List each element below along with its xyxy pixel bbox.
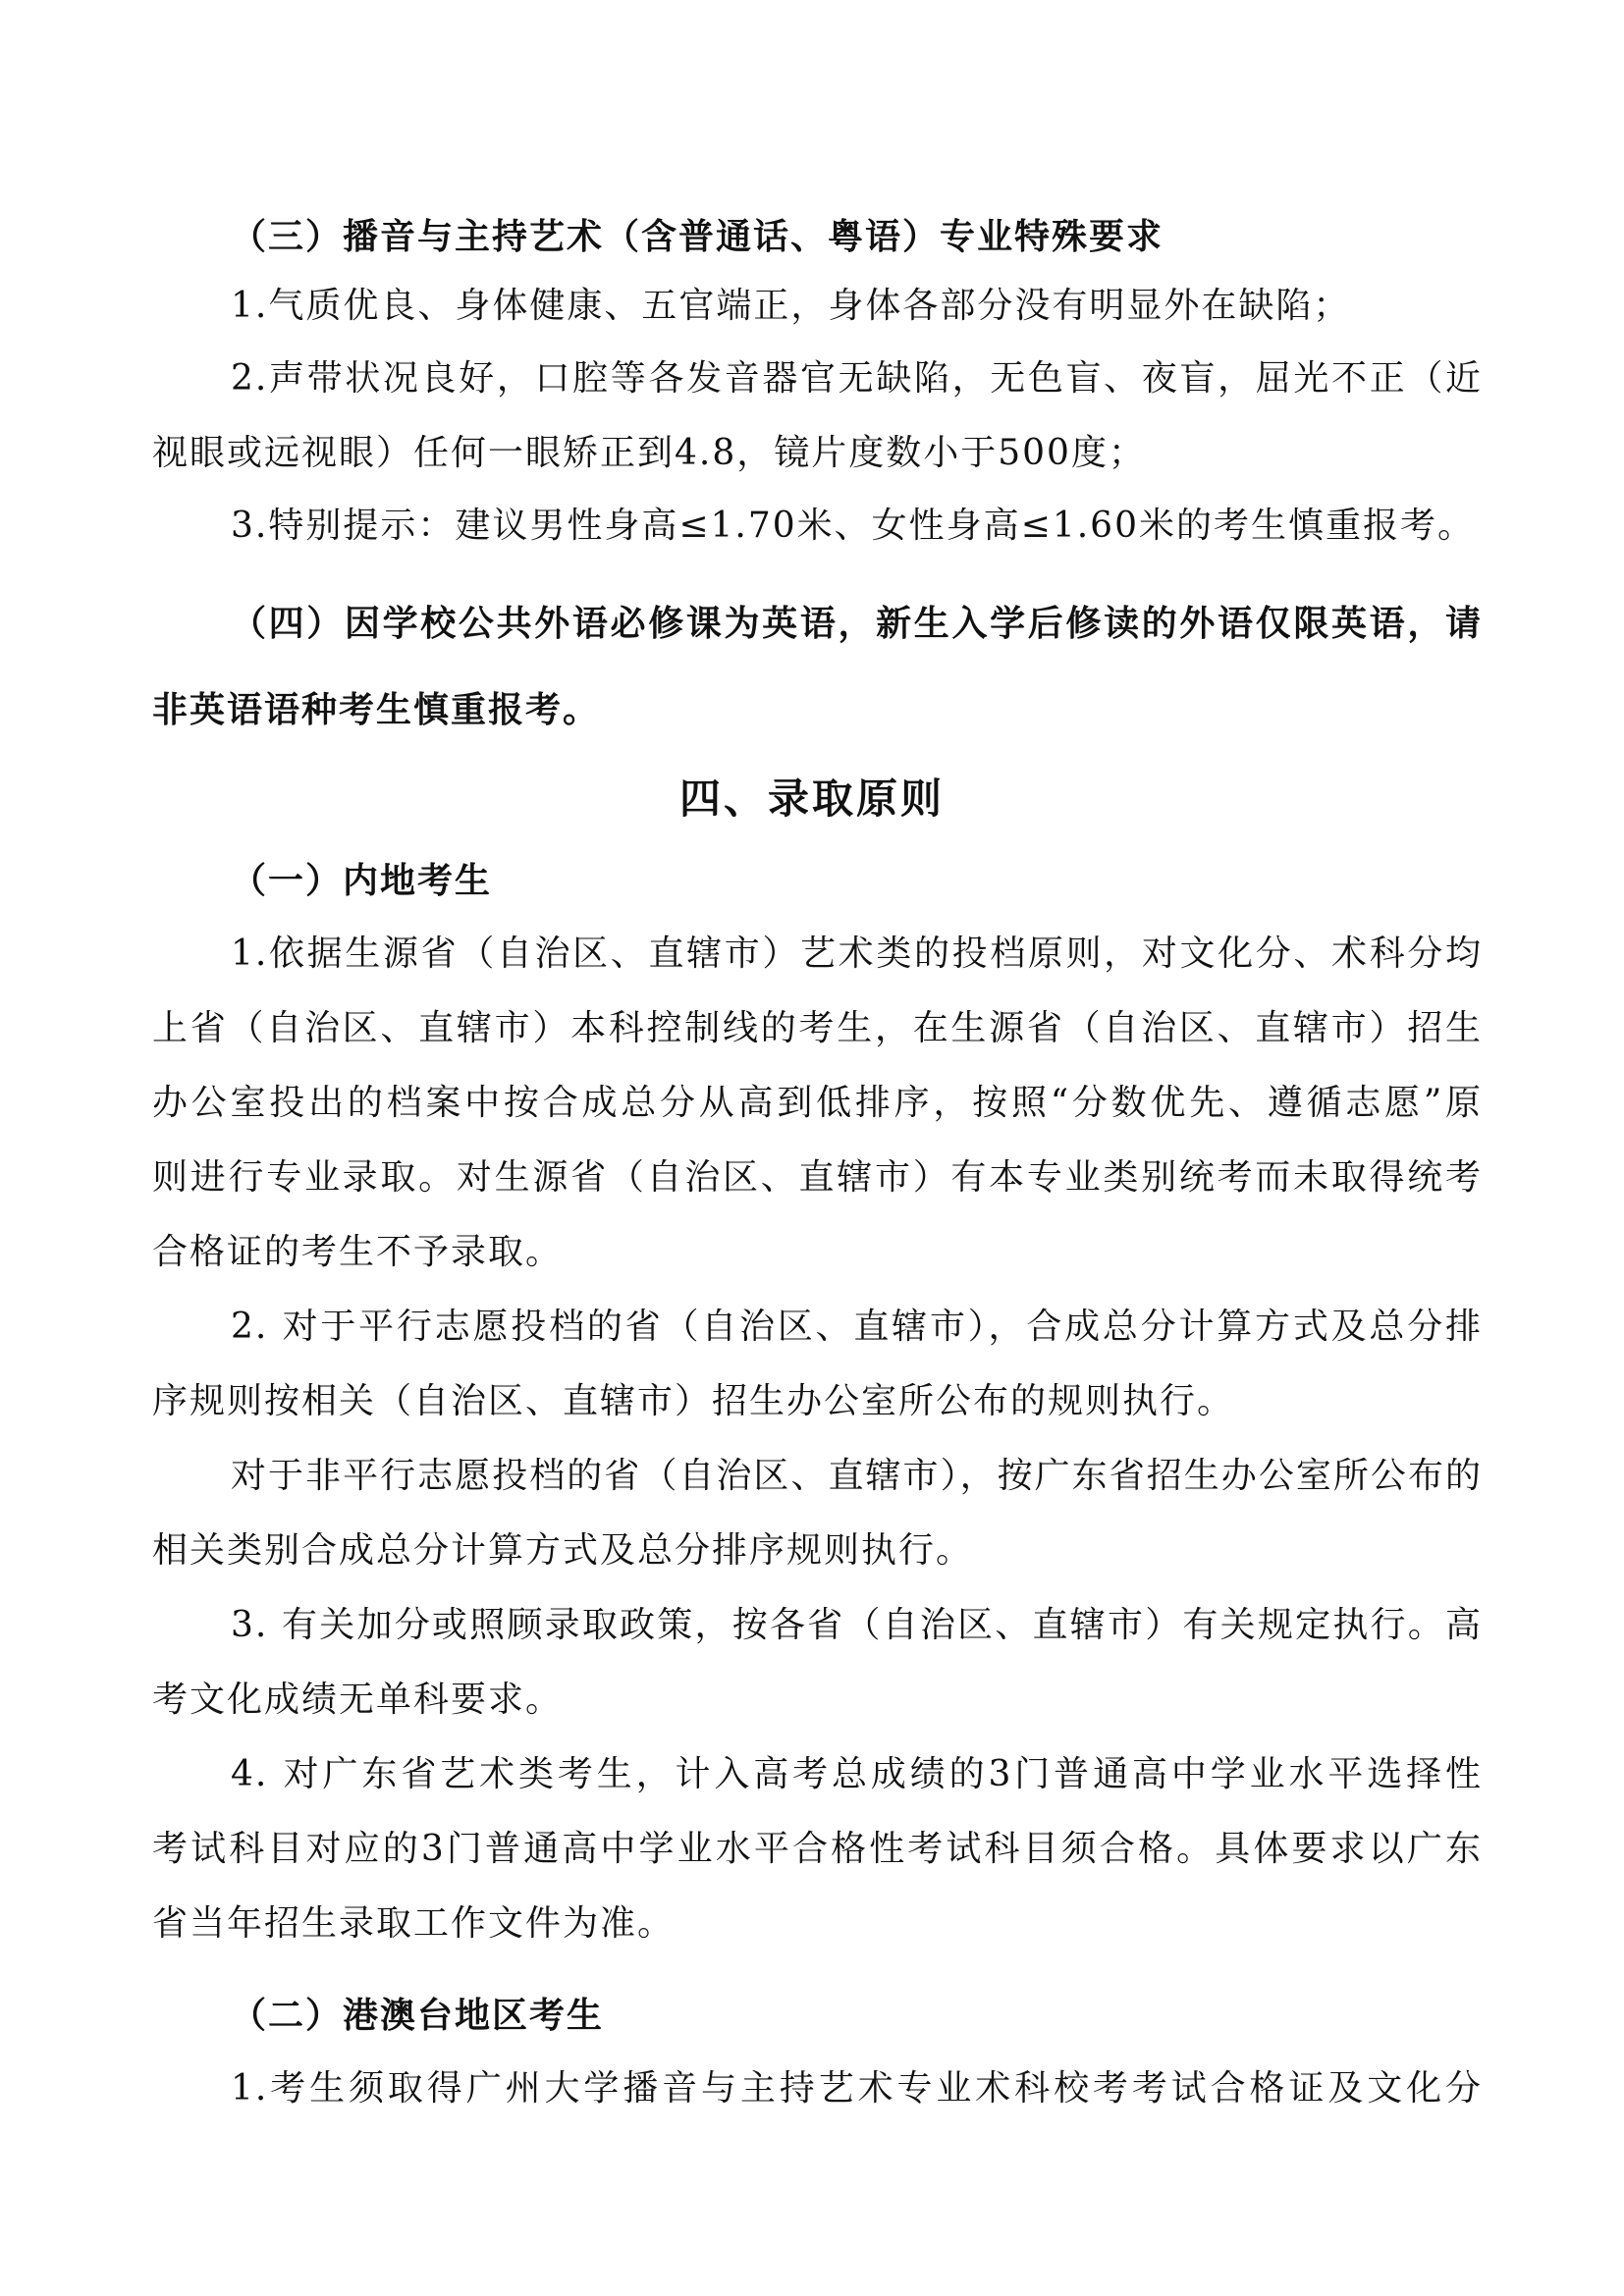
paragraph-line: 1.依据生源省（自治区、直辖市）艺术类的投档原则，对文化分、术科分均 (231, 934, 1483, 974)
paragraph-line: 则进行专业录取。对生源省（自治区、直辖市）有本专业类别统考而未取得统考 (152, 1157, 1483, 1198)
paragraph-line: 对于非平行志愿投档的省（自治区、直辖市），按广东省招生办公室所公布的 (231, 1456, 1483, 1496)
paragraph-line: 考试科目对应的3门普通高中学业水平合格性考试科目须合格。具体要求以广东 (152, 1829, 1483, 1869)
subsection-heading-broadcasting-requirements: （三）播音与主持艺术（含普通话、粤语）专业特殊要求 (231, 217, 1164, 257)
paragraph-line: 考文化成绩无单科要求。 (152, 1680, 564, 1720)
paragraph-line: 上省（自治区、直辖市）本科控制线的考生，在生源省（自治区、直辖市）招生 (152, 1008, 1483, 1048)
paragraph-line: 2.声带状况良好，口腔等各发音器官无缺陷，无色盲、夜盲，屈光不正（近 (231, 358, 1483, 399)
paragraph-line: 2. 对于平行志愿投档的省（自治区、直辖市），合成总分计算方式及总分排 (231, 1307, 1483, 1347)
paragraph-line: 合格证的考生不予录取。 (152, 1232, 564, 1272)
paragraph-line: 1.考生须取得广州大学播音与主持艺术专业术科校考考试合格证及文化分 (231, 2068, 1483, 2109)
subsection-heading-mainland: （一）内地考生 (231, 861, 493, 901)
paragraph-line: 3. 有关加分或照顾录取政策，按各省（自治区、直辖市）有关规定执行。高 (231, 1605, 1483, 1645)
paragraph-line: 1.气质优良、身体健康、五官端正，身体各部分没有明显外在缺陷； (231, 286, 1351, 326)
paragraph-line: 办公室投出的档案中按合成总分从高到低排序，按照“分数优先、遵循志愿”原 (152, 1083, 1483, 1123)
notice-english-requirement-cont: 非英语语种考生慎重报考。 (152, 690, 601, 730)
paragraph-line: 省当年招生录取工作文件为准。 (152, 1903, 676, 1944)
paragraph-line: 4. 对广东省艺术类考生，计入高考总成绩的3门普通高中学业水平选择性 (231, 1754, 1483, 1794)
subsection-heading-hk-macao-taiwan: （二）港澳台地区考生 (231, 1996, 605, 2036)
paragraph-line: 视眼或远视眼）任何一眼矫正到4.8，镜片度数小于500度； (152, 433, 1146, 473)
paragraph-line: 相关类别合成总分计算方式及总分排序规则执行。 (152, 1530, 974, 1571)
notice-english-requirement: （四）因学校公共外语必修课为英语，新生入学后修读的外语仅限英语，请 (231, 604, 1483, 644)
paragraph-line: 3.特别提示：建议男性身高≤1.70米、女性身高≤1.60米的考生慎重报考。 (231, 506, 1475, 546)
paragraph-line: 序规则按相关（自治区、直辖市）招生办公室所公布的规则执行。 (152, 1381, 1235, 1421)
section-heading-admission-principles: 四、录取原则 (678, 774, 945, 823)
